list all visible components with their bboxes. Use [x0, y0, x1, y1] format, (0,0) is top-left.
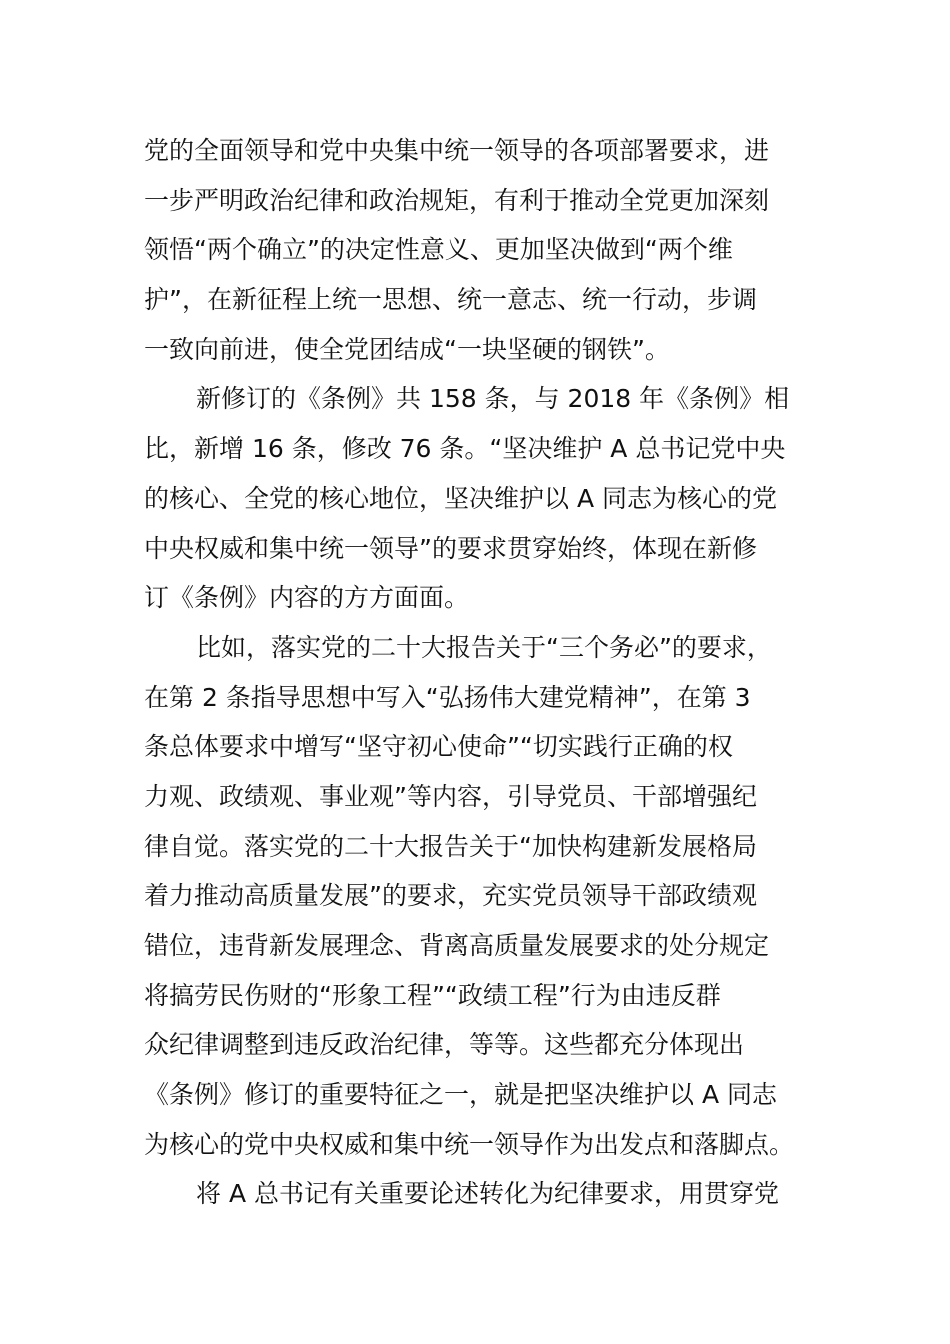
text-line: 条总体要求中增写“坚守初心使命”“切实践行正确的权: [144, 732, 733, 762]
text-line: 中央权威和集中统一领导”的要求贯穿始终，体现在新修: [144, 533, 757, 563]
body-text: [144, 126, 834, 1219]
text-line: 党的全面领导和党中央集中统一领导的各项部署要求，进: [144, 136, 770, 165]
text-line: 一致向前进，使全党团结成“一块坚硬的钢铁”。: [144, 334, 670, 364]
text-line: 的核心、全党的核心地位，坚决维护以 A 同志为核心的党: [144, 483, 777, 513]
text-line: 《条例》修订的重要特征之一，就是把坚决维护以 A 同志: [144, 1080, 777, 1110]
text-line: 一步严明政治纪律和政治规矩，有利于推动全党更加深刻: [144, 185, 770, 215]
paragraph-first-line: 将 A 总书记有关重要论述转化为纪律要求，用贯穿党: [196, 1179, 779, 1209]
text-line: 将搞劳民伤财的“形象工程”“政绩工程”行为由违反群: [144, 980, 721, 1010]
text-line: 着力推动高质量发展”的要求，充实党员领导干部政绩观: [144, 881, 757, 911]
text-line: 错位，违背新发展理念、背离高质量发展要求的处分规定: [144, 931, 770, 960]
paragraph-first-line: 新修订的《条例》共 158 条，与 2018 年《条例》相: [196, 384, 790, 414]
text-line: 订《条例》内容的方方面面。: [144, 583, 470, 613]
paragraph-first-line: 比如，落实党的二十大报告关于“三个务必”的要求，: [196, 632, 772, 662]
text-line: 为核心的党中央权威和集中统一领导作为出发点和落脚点。: [144, 1129, 795, 1159]
text-line: 律自觉。落实党的二十大报告关于“加快构建新发展格局: [144, 831, 757, 861]
text-line: 在第 2 条指导思想中写入“弘扬伟大建党精神”，在第 3: [144, 682, 751, 712]
text-line: 力观、政绩观、事业观”等内容，引导党员、干部增强纪: [144, 781, 757, 811]
text-line: 比，新增 16 条，修改 76 条。“坚决维护 A 总书记党中央: [144, 434, 786, 464]
text-line: 众纪律调整到违反政治纪律，等等。这些都充分体现出: [144, 1030, 745, 1060]
text-line: 领悟“两个确立”的决定性意义、更加坚决做到“两个维: [144, 235, 733, 265]
text-line: 护”，在新征程上统一思想、统一意志、统一行动，步调: [144, 285, 757, 315]
